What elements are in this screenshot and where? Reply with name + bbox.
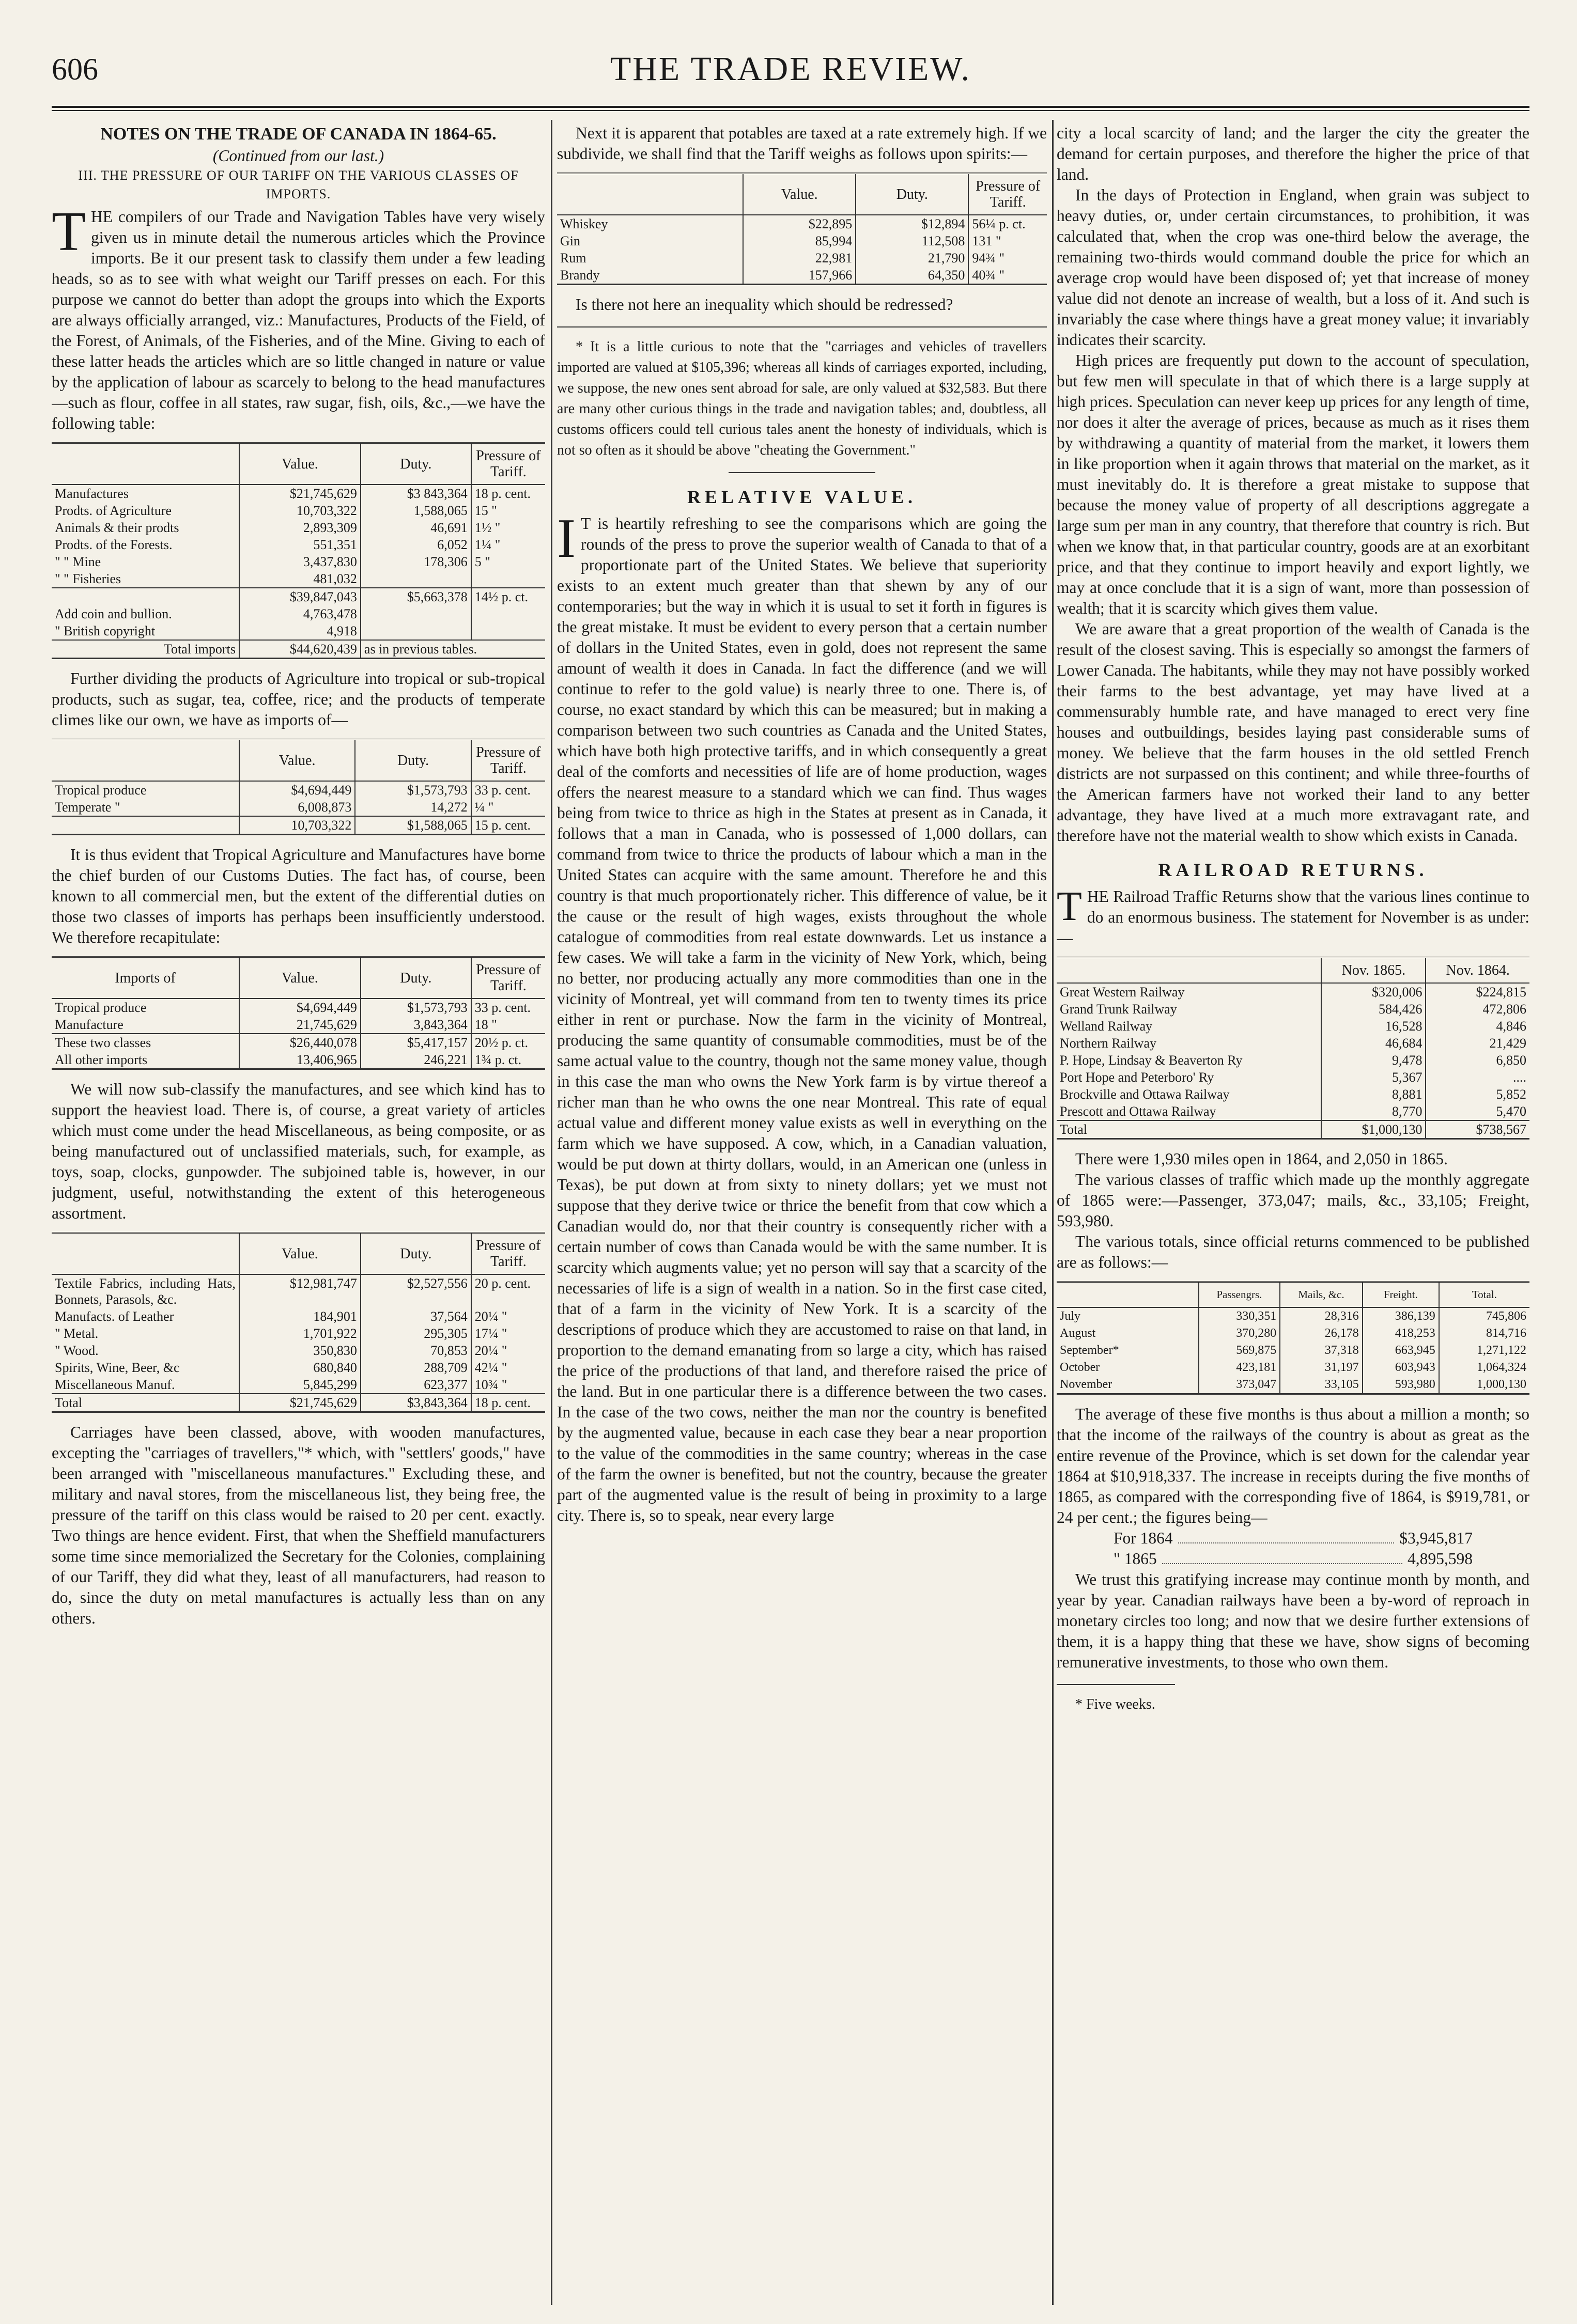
- paragraph: We are aware that a great proportion of the wealth of Canada is the result of the closest saving. This is especially so amongst the farmers of Lower Canada. The habitants, while they may not have possibly worked their farms to the best advantage, yet may have lived at a commensurably humble rate, and have managed to erect very fine houses and outbuildings, besides laying past considerable sums of money. We believe that the farm houses in the old settled French districts are not surpassed on this continent; and while three-fourths of the American farmers have not worked their land to any better advantage, they have lived at a much more extravagant rate, and therefore have not the material wealth to show which exists in Canada.: [1057, 620, 1529, 845]
- table-row: " " Mine 3,437,830 178,306 5 ": [52, 553, 545, 570]
- relative-value-heading: RELATIVE VALUE.: [687, 487, 917, 507]
- paragraph: THE compilers of our Trade and Navigation Tables have very wisely given us in minute detail the numerous articles which the Province imports. Be it our present task to classify them under a few leading heads, so as to see with what weight our Tariff presses on each. For this purpose we cannot do better than adopt the groups into which the Exports are always officially arranged, viz.: Manufactures, Products of the Field, of the Forest, of Animals, of the Fisheries, and of the Mine. Giving to each of these latter heads the articles which are so little changed in nature or value by the application of labour as scarcely to belong to the head manufactures—such as flour, coffee in all states, raw sugar, fish, oils, &c.,—we have the following table:: [52, 201, 545, 432]
- table-row: Spirits, Wine, Beer, &c 680,840 288,709 42¼ ": [52, 1359, 545, 1376]
- table-row: " Wood. 350,830 70,853 20¼ ": [52, 1342, 545, 1359]
- table-row: Gin 85,994 112,508 131 ": [557, 232, 1047, 249]
- publication-title: THE TRADE REVIEW.: [610, 50, 971, 88]
- paragraph: Next it is apparent that potables are taxed at a rate extremely high. If we subdivide, we shall find that the Tariff weighs as follows upon spirits:—: [557, 124, 1047, 163]
- table-row: Temperate " 6,008,873 14,272 ¼ ": [52, 799, 545, 816]
- figure-label: " 1865: [1114, 1550, 1157, 1568]
- table-row: Add coin and bullion. 4,763,478: [52, 605, 545, 622]
- drop-cap: T: [1057, 884, 1082, 929]
- paragraph: I T is heartily refreshing to see the comparisons which are going the rounds of the press to prove the superior wealth of Canada to that of a proportionate part of the United States. We believe that superiority exists to an extent much greater than that shewn by any of our contemporaries; but the way in which it is usual to set it forth in figures is the great mistake. It must be evident to every person that a certain number of dollars in the United States, even in gold, does not represent the same amount of wealth it does in Canada. In fact the difference (and we will continue to refer to the gold value) is nearly three to one. There is, of course, no exact standard by which this can be measured; but in making a comparison between two such countries as Canada and the United States, which have both high protective tariffs, and in which consequently a great deal of the comforts and necessities of life are of home production, wages offers the nearest measure to a standard which we can find. Thus wages being from twice to thrice as high in the States at present as in Canada, it follows that a man in Canada, who is possessed of 1,000 dollars, can command from twice to thrice the products of labour which a man in the United States can acquire with the same amount. Therefore he and this country is that much proportionately richer. This difference of value, be it the cause or the result of high wages, exists throughout the whole catalogue of commodities from real estate downwards. Let us instance a few cases. We will take a farm in the vicinity of New York, which, being no better, nor producing actually any more commodities than one in the vicinity of Montreal, yet will command from ten to twenty times its price either in rent or purchase. Now the farm in the vicinity of Montreal, producing the same quantity of consumable commodities, must be of the same actual value to the country, though not the same money value, though in this case the man who owns the New York farm is by virtue thereof a richer man than he who owns the one near Montreal. This rate of equal actual value and different money value exists as well in everything on the farm which we have supposed. A cow, which, in a Canadian valuation, would be put down at thirty dollars, would, in an American one (unless in Texas), be put down at from sixty to ninety dollars; yet we must not suppose that they derive twice or thrice the benefit from that cow which a Canadian would do, nor that their country is consequently richer with a certain number of cows than Canada would be with the same number. It is scarcity which augments value; yet no person will say that a scarcity of the necessaries of life is a sign of wealth in a nation. So in the first case cited, that of a farm in the vicinity of New York. It is a scarcity of the descriptions of produce which they are accustomed to raise on that land, in proportion to the demand emanating from so large a city, which has raised the price of the productions of that land, and therefore raised the price of the land. But in one particular there is a difference between the two cases. In the case of the two cows, neither the man nor the country is benefited by the augmented value, because in each case they bear a near proportion to the value of the commodities in the same country; whereas in the case of the farm the owner is benefited, but not the country, because the greater part of the augmented value is the result of being in proximity to a large city. There is, so to speak, near every large: [557, 508, 1047, 1524]
- manufactures-table: Value. Duty. Pressure of Tariff. Textile Fabrics, including Hats, Bonnets, Parasols, &c. $12,981,747 $2,527,556 20 p. cent. Manufacts. of Leather 184,901 37,564 20¼ " " Metal. 1,701,922 295,305 17¼ " " Wood. 350,830 70,853 20¼ " Spirits, Wine, Beer, &c 680,840 288,709 42¼ " Miscellaneous Manuf. 5,845,299 623,377 10¾ " Total $21,745,629 $3,843,364 18 p. cent.: [52, 1232, 545, 1413]
- footnote: * Five weeks.: [1075, 1696, 1155, 1712]
- paragraph: High prices are frequently put down to the account of speculation, but few men will speculate in that of which there is a large supply at high prices. Speculation can never keep up prices for any length of time, nor does it alter the average of prices, because as much as it rises them by withdrawing a quantity of material from the market, it lowers them in like proportion when it again throws that material on the market, as it must inevitably do. It is therefore a great mistake to suppose that because the money value of property of all descriptions aggregate a large sum per man in any country, that therefore that country is rich. But when we know that, in that particular country, goods are at an exorbitant price, and that they continue to import heavily and export lightly, we may at once conclude that it is a sign of want, more than possession of wealth; that it is scarcity which gives them value.: [1057, 351, 1529, 617]
- table-row: September* 569,875 37,318 663,945 1,271,122: [1057, 1342, 1529, 1359]
- table-row: Manufacture 21,745,629 3,843,364 18 ": [52, 1016, 545, 1034]
- table-row: $39,847,043 $5,663,378 14½ p. ct.: [52, 588, 545, 605]
- agriculture-table: Value. Duty. Pressure of Tariff. Tropical produce $4,694,449 $1,573,793 33 p. cent. Temperate " 6,008,873 14,272 ¼ " 10,703,322 $1,588,065 15 p. cent.: [52, 739, 545, 835]
- monthly-totals-table: Passengrs. Mails, &c. Freight. Total. July 330,351 28,316 386,139 745,806 August 370,280 26,178 418,253 814,716 September* 569,875 37,318 663,945 1,271,122 October 423,181 31,197 603,943 1,064,324 November 373,047 33,105 593,980 1,000,130: [1057, 1281, 1529, 1395]
- table-row: Total imports $44,620,439 as in previous tables.: [52, 640, 545, 659]
- table-row: Total $1,000,130 $738,567: [1057, 1120, 1529, 1139]
- railway-traffic-table: Nov. 1865. Nov. 1864. Great Western Railway $320,006 $224,815 Grand Trunk Railway 584,426 472,806 Welland Railway 16,528 4,846 Northern Railway 46,684 21,429 P. Hope, Lindsay & Beaverton Ry 9,478 6,850 Port Hope and Peterboro' Ry 5,367 .... Brockville and Ottawa Railway 8,881 5,852 Prescott and Ottawa Railway 8,770 5,470 Total $1,000,130 $738,567: [1057, 957, 1529, 1140]
- table-row: Animals & their prodts 2,893,309 46,691 1½ ": [52, 519, 545, 536]
- table-row: Tropical produce $4,694,449 $1,573,793 33 p. cent.: [52, 999, 545, 1016]
- table-row: Textile Fabrics, including Hats, Bonnets, Parasols, &c. $12,981,747 $2,527,556 20 p. cent.: [52, 1274, 545, 1308]
- table-row: Brandy 157,966 64,350 40¾ ": [557, 267, 1047, 285]
- table-row: Northern Railway 46,684 21,429: [1057, 1035, 1529, 1052]
- column-1: [52, 123, 545, 2318]
- paragraph: THE Railroad Traffic Returns show that the various lines continue to do an enormous business. The statement for November is as under:—: [1057, 884, 1529, 947]
- divider: [729, 472, 875, 473]
- paragraph: city a local scarcity of land; and the larger the city the greater the demand for certain purposes, and therefore the higher the price of that land.: [1057, 124, 1529, 183]
- table-row: November 373,047 33,105 593,980 1,000,130: [1057, 1376, 1529, 1394]
- header-rule-thin: [52, 110, 1529, 111]
- drop-cap: T: [52, 201, 86, 262]
- figure-label: For 1864: [1114, 1529, 1173, 1547]
- table-row: All other imports 13,406,965 246,221 1¾ p. ct.: [52, 1051, 545, 1069]
- recapitulation-table: Imports of Value. Duty. Pressure of Tariff. Tropical produce $4,694,449 $1,573,793 33 p. cent. Manufacture 21,745,629 3,843,364 18 " These two classes $26,440,078 $5,417,157 20½ p. ct. All other imports 13,406,965 246,221 1¾ p. ct.: [52, 956, 545, 1070]
- column-rule-1: [551, 120, 552, 2305]
- table-row: Miscellaneous Manuf. 5,845,299 623,377 10¾ ": [52, 1376, 545, 1394]
- table-row: Port Hope and Peterboro' Ry 5,367 ....: [1057, 1069, 1529, 1086]
- footnote: * It is a little curious to note that the "carriages and vehicles of travellers imported are valued at $105,396; whereas all kinds of carriages exported, including, we suppose, the new ones sent abroad for sale, are only valued at $32,583. But there are many other curious things in the trade and navigation tables; and, doubtless, all customs officers could tell curious tales anent the honesty of individuals, which is not so often as it should be above "cheating the Government.": [557, 339, 1047, 458]
- page-number: 606: [52, 52, 98, 86]
- paragraph: We will now sub-classify the manufactures, and see which kind has to support the heaviest load. There is, of course, a great variety of articles which must come under the head Miscellaneous, as being composite, or as being manufactured out of unclassified materials, such, for example, as toys, soap, clocks, gunpowder. The subjoined table is, however, in our judgment, useful, notwithstanding the extent of this heterogeneous assortment.: [52, 1080, 545, 1222]
- footnote-rule: [1057, 1684, 1175, 1685]
- article-title: NOTES ON THE TRADE OF CANADA IN 1864-65.: [100, 124, 497, 144]
- table-row: Prodts. of the Forests. 551,351 6,052 1¼ ": [52, 536, 545, 553]
- column-rule-2: [1052, 120, 1054, 2305]
- table-row: Prescott and Ottawa Railway 8,770 5,470: [1057, 1103, 1529, 1120]
- paragraph: The various classes of traffic which made up the monthly aggregate of 1865 were:—Passenger, 373,047; mails, &c., 33,105; Freight, 593,980.: [1057, 1171, 1529, 1230]
- table-row: 10,703,322 $1,588,065 15 p. cent.: [52, 816, 545, 835]
- paragraph: The average of these five months is thus about a million a month; so that the income of the railways of the country is about as great as the entire revenue of the Province, which is set down for the calendar year 1864 at $10,918,337. The increase in receipts during the five months of 1865, as compared with the corresponding five of 1864, is $919,781, or 24 per cent.; the figures being—: [1057, 1405, 1529, 1526]
- imports-by-class-table: Value. Duty. Pressure of Tariff. Manufactures $21,745,629 $3 843,364 18 p. cent. Prodts. of Agriculture 10,703,322 1,588,065 15 " Animals & their prodts 2,893,309 46,691 1½ " Prodts. of the Forests. 551,351 6,052 1¼ " " " Mine 3,437,830 178,306 5 " " " Fisheries 481,032 $39,847,043 $5,663,378 14½ p. ct. Add coin and bullion. 4,763,478 " British copyright 4,918 Total imports $44,620,439 as in previous tables.: [52, 442, 545, 659]
- table-row: Manufactures $21,745,629 $3 843,364 18 p. cent.: [52, 485, 545, 502]
- spirits-table: Value. Duty. Pressure of Tariff. Whiskey $22,895 $12,894 56¼ p. ct. Gin 85,994 112,508 131 " Rum 22,981 21,790 94¾ " Brandy 157,966 64,350 40¾ ": [557, 173, 1047, 285]
- figure-line: [1057, 1549, 1529, 1569]
- table-row: October 423,181 31,197 603,943 1,064,324: [1057, 1359, 1529, 1376]
- paragraph: In the days of Protection in England, when grain was subject to heavy duties, or, under certain circumstances, to prohibition, it was calculated that, when the crop was one-third below the average, the remaining two-thirds would command double the price for which an average crop would have been disposed of; yet that increase of money value did not denote an increase of wealth, but a loss of it. And such is invariably the case where things have a great money value; it invariably indicates their scarcity.: [1057, 186, 1529, 349]
- column-2: [557, 123, 1047, 2318]
- paragraph: There were 1,930 miles open in 1864, and 2,050 in 1865.: [1075, 1150, 1448, 1168]
- paragraph: Further dividing the products of Agriculture into tropical or sub-tropical products, such as sugar, tea, coffee, rice; and the products of temperate climes like our own, we have as imports of—: [52, 669, 545, 729]
- table-row: Prodts. of Agriculture 10,703,322 1,588,065 15 ": [52, 502, 545, 519]
- paragraph: Is there not here an inequality which should be redressed?: [576, 295, 953, 314]
- paragraph: We trust this gratifying increase may continue month by month, and year by year. Canadian railways have been a by-word of reproach in monetary circles too long; and now that we desire further extensions of them, it is a happy thing that these we have, show signs of becoming remunerative investments, to those who own them.: [1057, 1570, 1529, 1671]
- table-row: July 330,351 28,316 386,139 745,806: [1057, 1307, 1529, 1325]
- table-row: Rum 22,981 21,790 94¾ ": [557, 249, 1047, 267]
- table-row: Great Western Railway $320,006 $224,815: [1057, 983, 1529, 1001]
- table-row: Grand Trunk Railway 584,426 472,806: [1057, 1001, 1529, 1018]
- table-row: " Metal. 1,701,922 295,305 17¼ ": [52, 1325, 545, 1342]
- table-row: Tropical produce $4,694,449 $1,573,793 33 p. cent.: [52, 781, 545, 799]
- table-row: " " Fisheries 481,032: [52, 570, 545, 588]
- figure-value: 4,895,598: [1408, 1550, 1473, 1568]
- drop-cap: I: [557, 508, 576, 569]
- table-row: Total $21,745,629 $3,843,364 18 p. cent.: [52, 1394, 545, 1412]
- paragraph: Carriages have been classed, above, with wooden manufactures, excepting the "carriages of travellers,"* which, with "settlers' goods," have been arranged with "miscellaneous manufactures." Excluding these, and military and naval stores, from the miscellaneous list, they being free, the pressure of the tariff on this class would be raised to 20 per cent. exactly. Two things are hence evident. First, that when the Sheffield manufacturers some time since memorialized the Secretary for the Colonies, complaining of our Tariff, they did what they, least of all manufacturers, had reason to do, since the duty on metal manufactures is actually less than on any others.: [52, 1423, 545, 1627]
- table-row: Manufacts. of Leather 184,901 37,564 20¼ ": [52, 1308, 545, 1325]
- table-row: P. Hope, Lindsay & Beaverton Ry 9,478 6,850: [1057, 1052, 1529, 1069]
- footnote-rule: [557, 326, 1047, 327]
- table-row: Brockville and Ottawa Railway 8,881 5,852: [1057, 1086, 1529, 1103]
- continued-note: (Continued from our last.): [212, 147, 384, 165]
- figure-line: [1057, 1528, 1529, 1549]
- figure-value: $3,945,817: [1399, 1529, 1473, 1547]
- table-row: Whiskey $22,895 $12,894 56¼ p. ct.: [557, 215, 1047, 232]
- page-header: [52, 46, 1529, 93]
- paragraph: It is thus evident that Tropical Agriculture and Manufactures have borne the chief burden of our Customs Duties. The fact has, of course, been known to all commercial men, but the extent of the differential duties on those two classes of imports has perhaps been insufficiently understood. We therefore recapitulate:: [52, 846, 545, 946]
- section-heading: III. THE PRESSURE OF OUR TARIFF ON THE VARIOUS CLASSES OF IMPORTS.: [78, 168, 519, 201]
- column-3: [1057, 123, 1529, 2318]
- table-row: These two classes $26,440,078 $5,417,157 20½ p. ct.: [52, 1034, 545, 1051]
- railroad-returns-heading: RAILROAD RETURNS.: [1158, 860, 1428, 880]
- table-row: August 370,280 26,178 418,253 814,716: [1057, 1325, 1529, 1342]
- paragraph: The various totals, since official returns commenced to be published are as follows:—: [1057, 1233, 1529, 1271]
- table-row: " British copyright 4,918: [52, 622, 545, 640]
- table-row: Welland Railway 16,528 4,846: [1057, 1018, 1529, 1035]
- header-rule: [52, 106, 1529, 108]
